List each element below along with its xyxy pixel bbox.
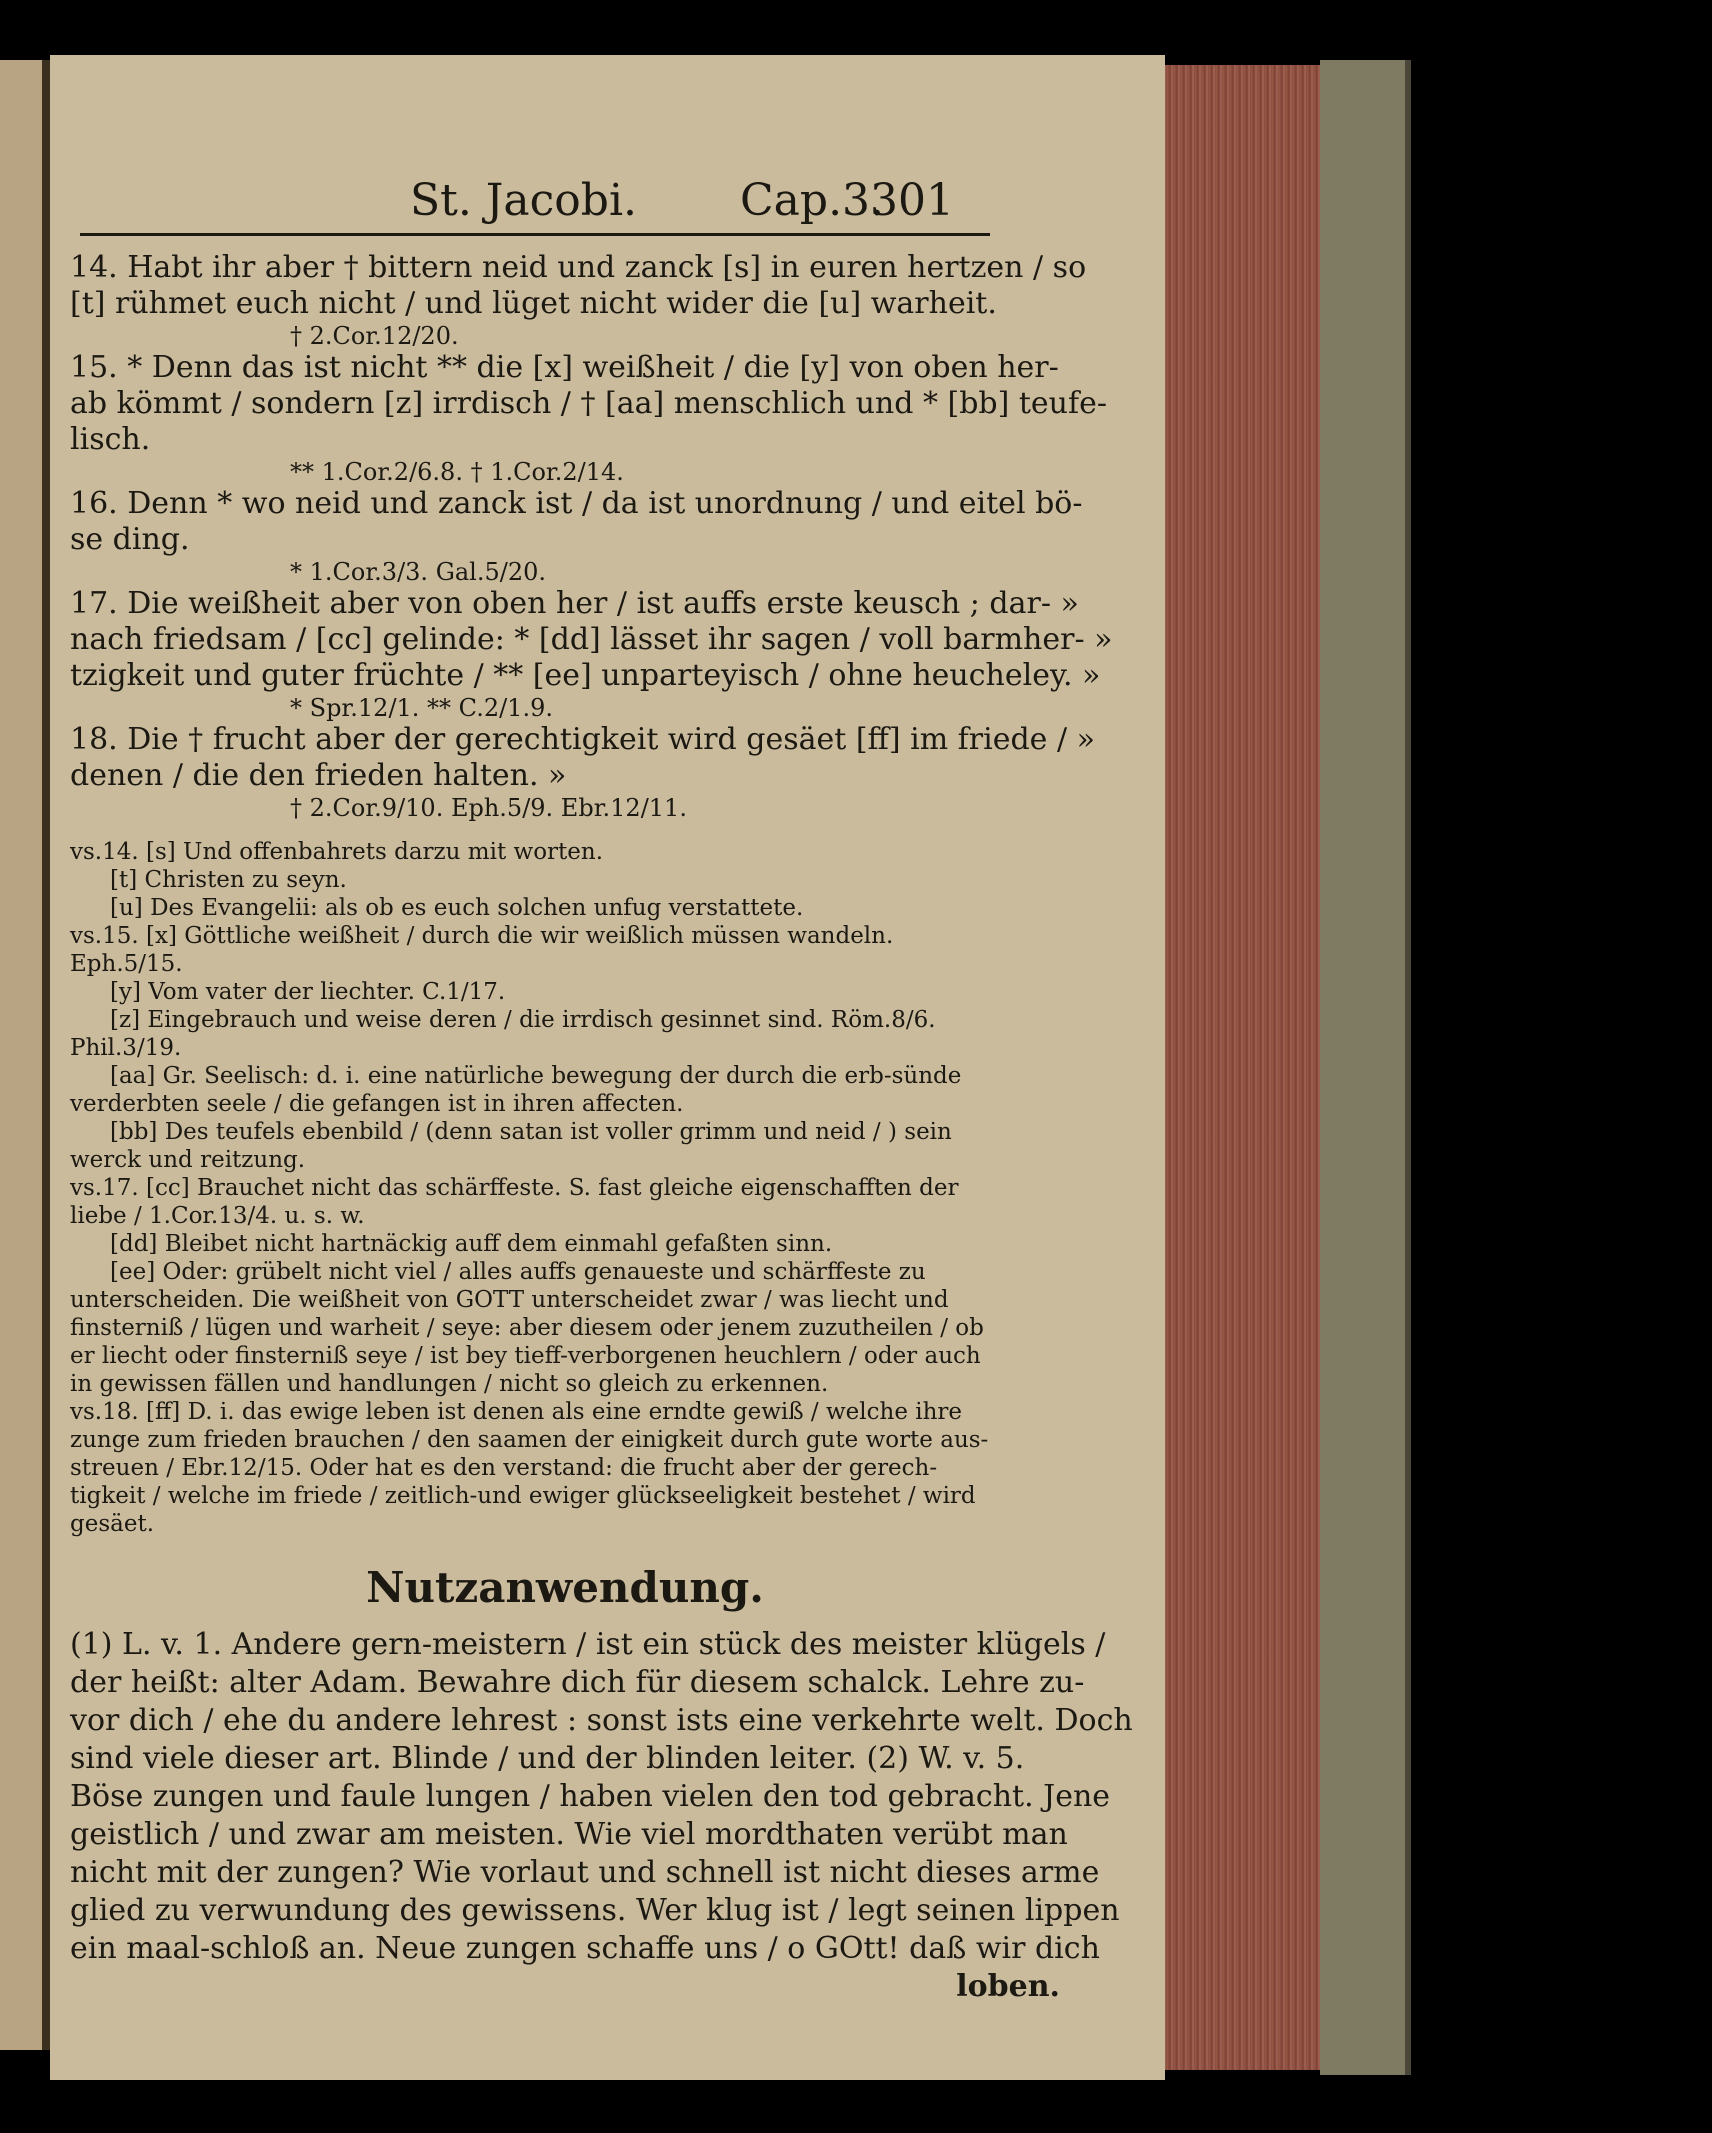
footnote-line: werck und reitzung. <box>70 1147 306 1173</box>
footnote-line: verderbten seele / die gefangen ist in ihren affecten. <box>70 1091 684 1117</box>
header-rule <box>80 233 990 236</box>
verse-line: lisch. <box>70 422 151 457</box>
footnote-line: zunge zum frieden brauchen / den saamen der einigkeit durch gute worte aus- <box>70 1427 989 1453</box>
application-block <box>70 1626 1133 2006</box>
book-cover-edge <box>1320 60 1411 2075</box>
footnote-line: liebe / 1.Cor.13/4. u. s. w. <box>70 1203 365 1229</box>
verse-line: ab kömmt / sondern [z] irrdisch / † [aa] menschlich und * [bb] teufe- <box>70 386 1107 421</box>
verse-line: [t] rühmet euch nicht / und lüget nicht wider die [u] warheit. <box>70 286 997 321</box>
footnote-line: [dd] Bleibet nicht hartnäckig auff dem einmahl gefaßten sinn. <box>110 1231 833 1257</box>
footnote-line: in gewissen fällen und handlungen / nicht so gleich zu erkennen. <box>70 1371 829 1397</box>
footnote-line: [z] Eingebrauch und weise deren / die irrdisch gesinnet sind. Röm.8/6. <box>110 1007 936 1033</box>
footnote-line: [u] Des Evangelii: als ob es euch solchen unfug verstattete. <box>110 895 804 921</box>
application-line: der heißt: alter Adam. Bewahre dich für diesem schalck. Lehre zu- <box>70 1665 1085 1700</box>
application-line: geistlich / und zwar am meisten. Wie viel mordthaten verübt man <box>70 1817 1068 1852</box>
verse-line: nach friedsam / [cc] gelinde: * [dd] lässet ihr sagen / voll barmher- » <box>70 622 1113 657</box>
application-line: ein maal-schloß an. Neue zungen schaffe uns / o GOtt! daß wir dich <box>70 1931 1100 1966</box>
footnote-line: gesäet. <box>70 1511 155 1537</box>
verse-line: 17. Die weißheit aber von oben her / ist auffs erste keusch ; dar- » <box>70 586 1079 621</box>
header-book: St. Jacobi. <box>410 175 638 226</box>
application-line: vor dich / ehe du andere lehrest : sonst ists eine verkehrte welt. Doch <box>70 1703 1133 1738</box>
verse-line: 18. Die † frucht aber der gerechtigkeit wird gesäet [ff] im friede / » <box>70 722 1095 757</box>
footnote-line: Phil.3/19. <box>70 1035 182 1061</box>
page-content <box>70 250 1133 2006</box>
header-chapter: Cap.3. <box>740 175 885 226</box>
footnote-line: [aa] Gr. Seelisch: d. i. eine natürliche bewegung der durch die erb-sünde <box>110 1063 962 1089</box>
footnote-line: [bb] Des teufels ebenbild / (denn satan ist voller grimm und neid / ) sein <box>110 1119 952 1145</box>
footnote-line: tigkeit / welche im friede / zeitlich-und ewiger glückseeligkeit bestehet / wird <box>70 1483 976 1509</box>
cross-reference: * Spr.12/1. ** C.2/1.9. <box>290 694 553 722</box>
application-line: (1) L. v. 1. Andere gern-meistern / ist ein stück des meister klügels / <box>70 1627 1106 1662</box>
left-page-edge <box>0 60 42 2050</box>
book-page <box>50 55 1165 2080</box>
verse-line: denen / die den frieden halten. » <box>70 758 567 793</box>
footnote-line: vs.14. [s] Und offenbahrets darzu mit worten. <box>70 839 604 865</box>
verse-line: 15. * Denn das ist nicht ** die [x] weißheit / die [y] von oben her- <box>70 350 1059 385</box>
footnotes-block <box>70 838 1060 1538</box>
verse-line: 14. Habt ihr aber † bittern neid und zanck [s] in euren hertzen / so <box>70 250 1087 285</box>
page-block-edge <box>1160 65 1325 2070</box>
footnote-line: vs.17. [cc] Brauchet nicht das schärffeste. S. fast gleiche eigenschafften der <box>70 1175 959 1201</box>
cross-reference: † 2.Cor.12/20. <box>290 322 459 350</box>
cross-reference: * 1.Cor.3/3. Gal.5/20. <box>290 558 546 586</box>
footnote-line: streuen / Ebr.12/15. Oder hat es den verstand: die frucht aber der gerech- <box>70 1455 938 1481</box>
footnote-line: [t] Christen zu seyn. <box>110 867 347 893</box>
footnote-line: finsterniß / lügen und warheit / seye: aber diesem oder jenem zuzutheilen / ob <box>70 1315 984 1341</box>
verses-block <box>70 250 1113 822</box>
cross-reference: † 2.Cor.9/10. Eph.5/9. Ebr.12/11. <box>290 794 687 822</box>
catchword: loben. <box>956 1969 1060 2004</box>
footnote-line: [ee] Oder: grübelt nicht viel / alles auffs genaueste und schärffeste zu <box>110 1259 926 1285</box>
footnote-line: er liecht oder finsterniß seye / ist bey tieff-verborgenen heuchlern / oder auch <box>70 1343 981 1369</box>
application-line: sind viele dieser art. Blinde / und der blinden leiter. (2) W. v. 5. <box>70 1741 1025 1776</box>
footnote-line: vs.15. [x] Göttliche weißheit / durch die wir weißlich müssen wandeln. <box>70 923 894 949</box>
application-line: nicht mit der zungen? Wie vorlaut und schnell ist nicht dieses arme <box>70 1855 1100 1890</box>
verse-line: tzigkeit und guter früchte / ** [ee] unparteyisch / ohne heucheley. » <box>70 658 1101 693</box>
footnote-line: [y] Vom vater der liechter. C.1/17. <box>110 979 506 1005</box>
section-heading: Nutzanwendung. <box>366 1563 764 1612</box>
verse-line: 16. Denn * wo neid und zanck ist / da ist unordnung / und eitel bö- <box>70 486 1083 521</box>
application-line: Böse zungen und faule lungen / haben vielen den tod gebracht. Jene <box>70 1779 1111 1814</box>
cross-reference: ** 1.Cor.2/6.8. † 1.Cor.2/14. <box>290 458 624 486</box>
footnote-line: unterscheiden. Die weißheit von GOTT unterscheidet zwar / was liecht und <box>70 1287 949 1313</box>
page-number: 301 <box>870 175 954 226</box>
verse-line: se ding. <box>70 522 190 557</box>
application-line: glied zu verwundung des gewissens. Wer klug ist / legt seinen lippen <box>70 1893 1120 1928</box>
footnote-line: Eph.5/15. <box>70 951 183 977</box>
footnote-line: vs.18. [ff] D. i. das ewige leben ist denen als eine erndte gewiß / welche ihre <box>70 1399 963 1425</box>
running-header <box>350 175 990 235</box>
